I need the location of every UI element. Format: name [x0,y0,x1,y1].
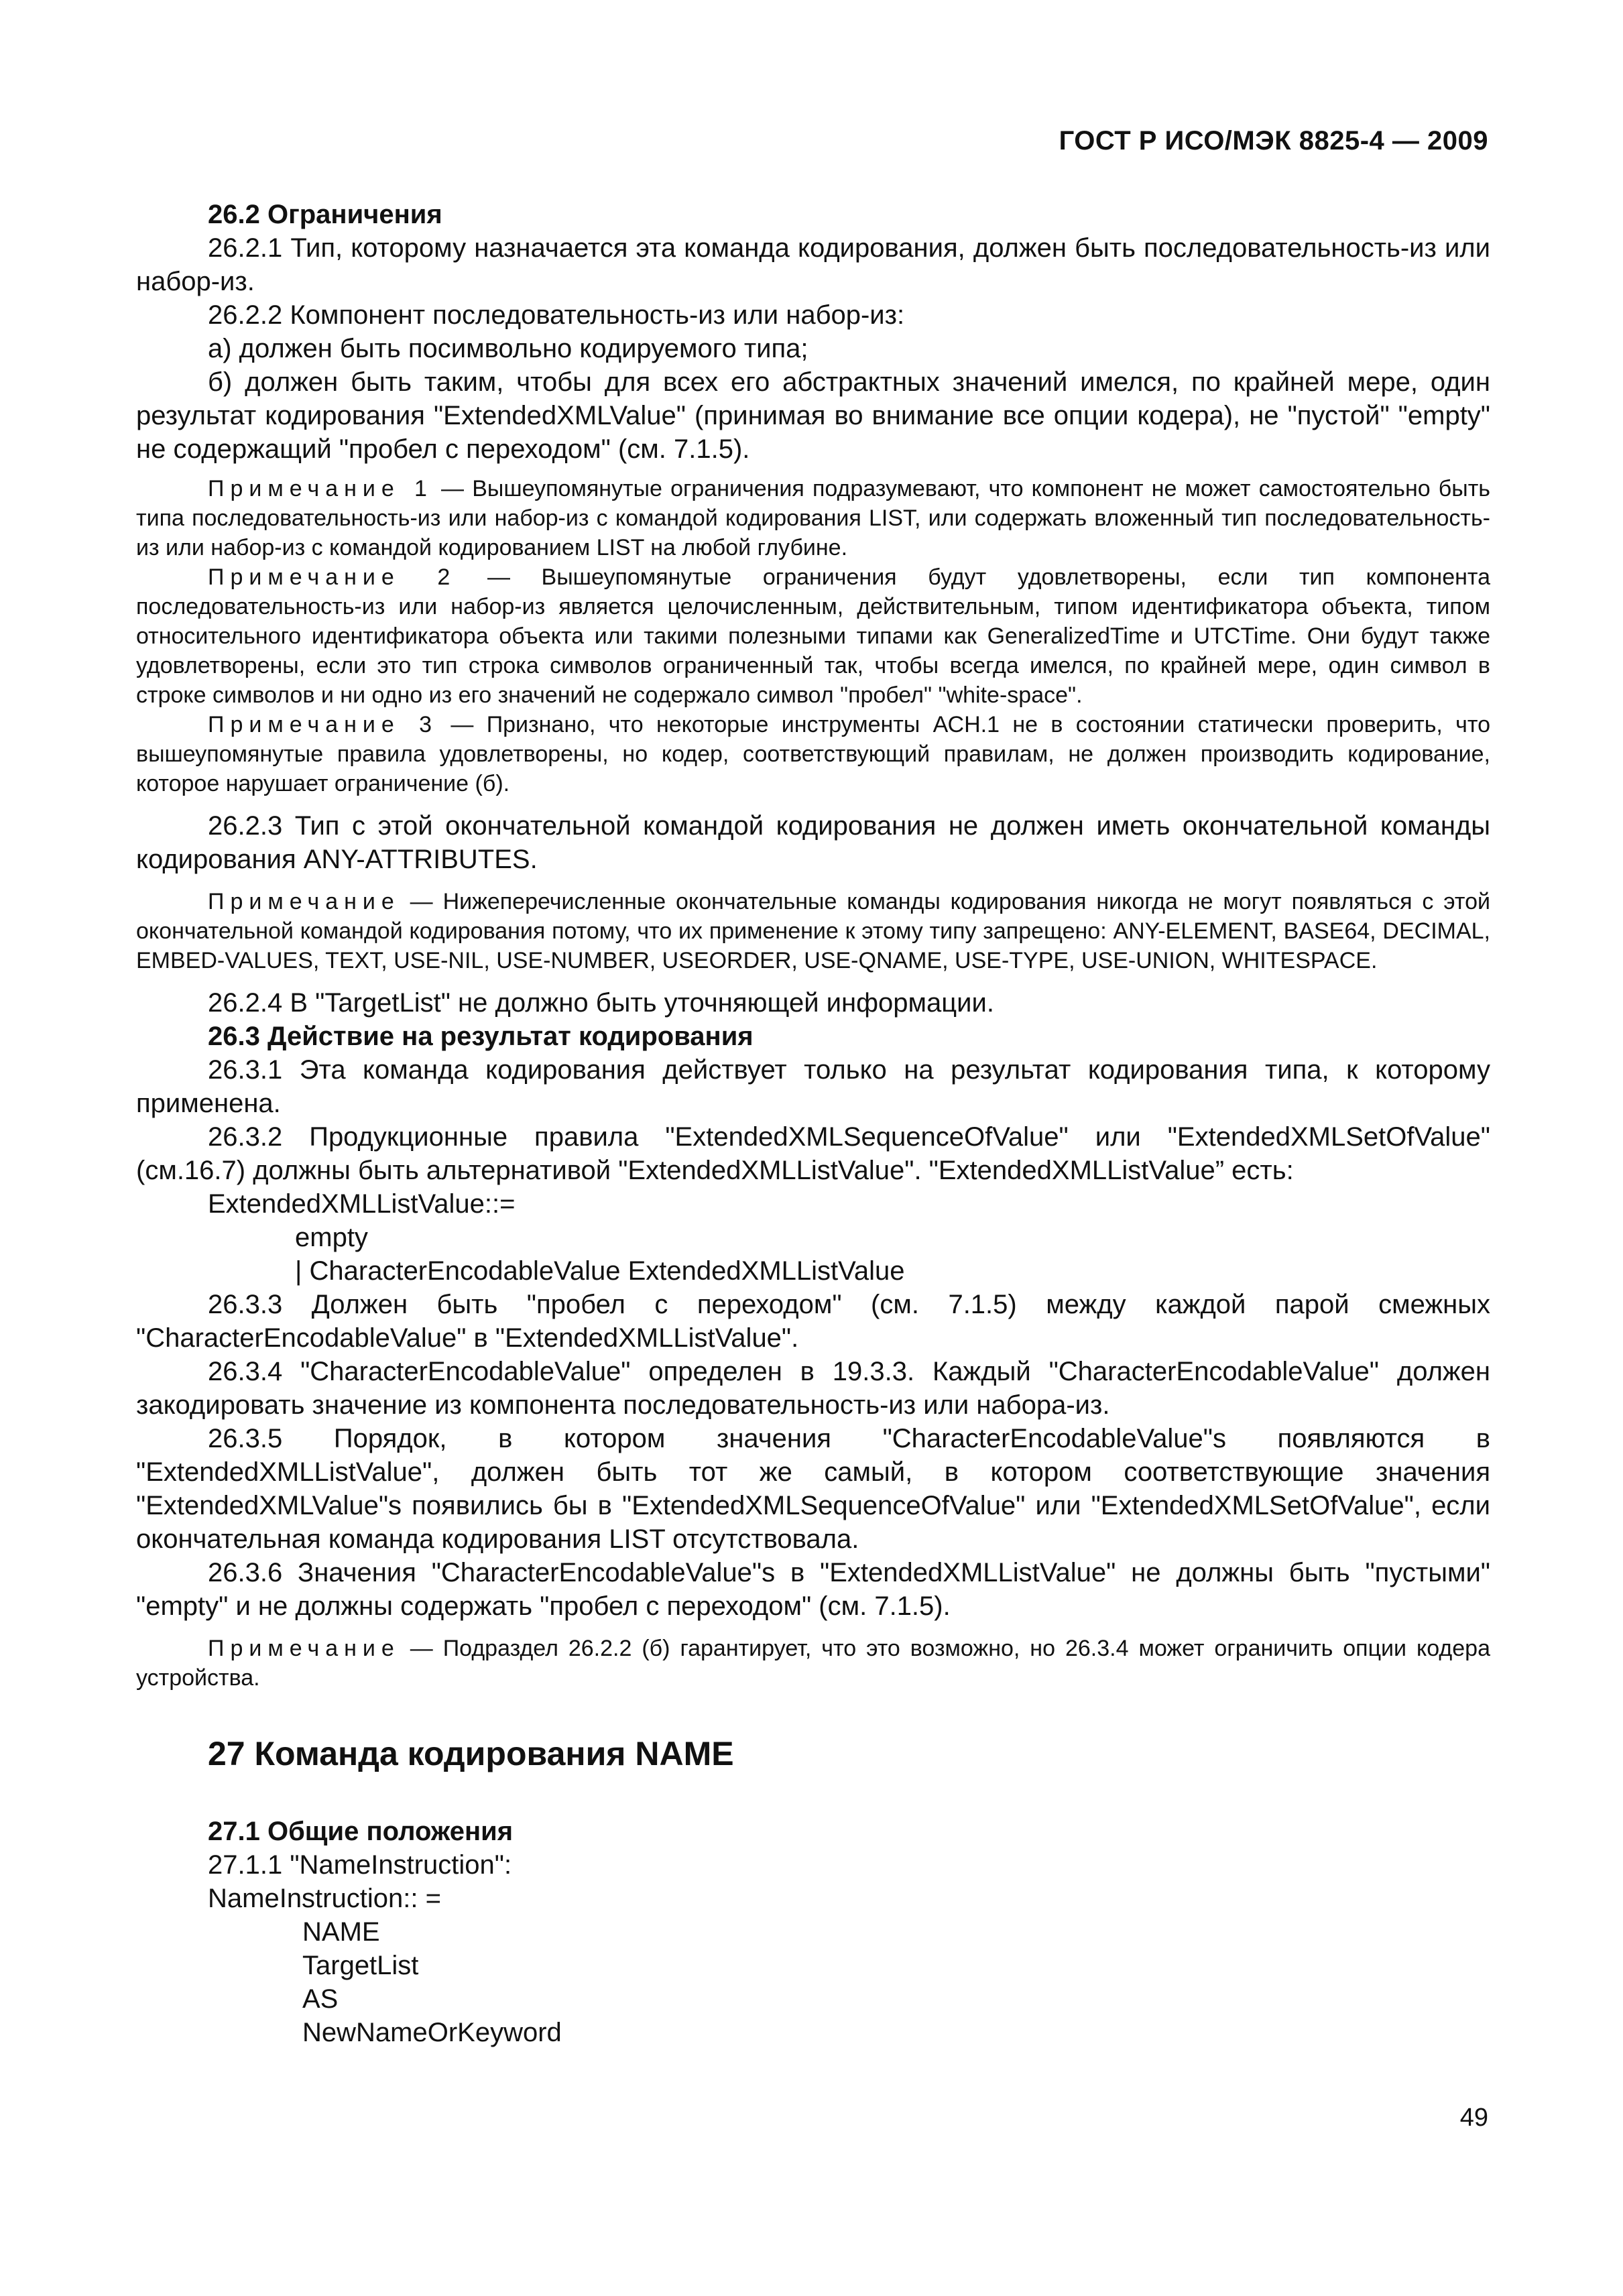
section-heading-27-1: 27.1 Общие положения [208,1817,514,1846]
paragraph-26-3-3: 26.3.3 Должен быть "пробел с переходом" (см. 7.1.5) между каждой парой смежных "CharacterEncodableValue" в "ExtendedXMLListValue". [136,1290,1490,1353]
paragraph-26-3-2: 26.3.2 Продукционные правила "ExtendedXMLSequenceOfValue" или "ExtendedXMLSetOfValue" (см.16.7) должны быть альтернативой "ExtendedXMLListValue". "ExtendedXMLListValue” есть: [136,1122,1490,1185]
code-line: TargetList [302,1951,419,1980]
code-line: NewNameOrKeyword [302,2018,562,2047]
paragraph-26-2-3: 26.2.3 Тип с этой окончательной командой кодирования не должен иметь окончательной команды кодирования ANY-ATTRIBUTES. [136,811,1490,874]
paragraph-26-2-4: 26.2.4 В "TargetList" не должно быть уточняющей информации. [208,988,994,1018]
code-line: | CharacterEncodableValue ExtendedXMLListValue [295,1256,905,1286]
chapter-heading-27: 27 Команда кодирования NAME [208,1735,734,1772]
note-text: — Подраздел 26.2.2 (б) гарантирует, что это возможно, но 26.3.4 может ограничить опции кодера устройства. [136,1636,1490,1691]
list-item-b: б) должен быть таким, чтобы для всех его абстрактных значений имелся, по крайней мере, один результат кодирования "ExtendedXMLValue" (принимая во внимание все опции кодера), не "пустой" "empty" не содержащий "пробел с переходом" (см. 7.1.5). [136,367,1490,464]
paragraph-26-2-1: 26.2.1 Тип, которому назначается эта команда кодирования, должен быть последовательность-из или набор-из. [136,233,1490,296]
note-1 [136,474,1490,562]
paragraph-26-3-1: 26.3.1 Эта команда кодирования действует только на результат кодирования типа, к которому применена. [136,1055,1490,1118]
note-4 [136,887,1490,975]
paragraph-26-3-6: 26.3.6 Значения "CharacterEncodableValue"s в "ExtendedXMLListValue" не должны быть "пустыми" "empty" и не должны содержать "пробел с переходом" (см. 7.1.5). [136,1558,1490,1621]
code-line: NAME [302,1917,380,1947]
paragraph-26-3-5: 26.3.5 Порядок, в котором значения "CharacterEncodableValue"s появляются в "ExtendedXMLListValue", должен быть тот же самый, в котором соответствующие значения "ExtendedXMLValue"s появились бы в "ExtendedXMLSequenceOfValue" или "ExtendedXMLSetOfValue", если окончательная команда кодирования LIST отсутствовала. [136,1424,1490,1554]
note-label: Примечание [208,1636,400,1661]
note-text: — Вышеупомянутые ограничения будут удовлетворены, если тип компонента последовательность-из или набор-из является целочисленным, действительным, типом идентификатора объекта, типом относительного идентификатора объекта или такими полезными типами как GeneralizedTime и UTCTime. Они будут также удовлетворены, если это тип строка символов ограниченный так, чтобы всегда имелся, по крайней мере, один символ в строке символов и ни одно из его значений не содержало символ "пробел" "white-space". [136,564,1490,708]
note-text: — Признано, что некоторые инструменты АСН.1 не в состоянии статически проверить, что вышеупомянутые правила удовлетворены, но кодер, соответствующий правилам, не должен производить кодирование, которое нарушает ограничение (б). [136,712,1490,796]
code-line: empty [295,1223,368,1252]
code-line: ExtendedXMLListValue::= [208,1189,516,1219]
page-header: ГОСТ Р ИСО/МЭК 8825-4 — 2009 [1059,126,1488,156]
note-2 [136,562,1490,710]
paragraph-27-1-1: 27.1.1 "NameInstruction": [208,1850,512,1880]
list-item-a: а) должен быть посимвольно кодируемого типа; [208,334,808,363]
note-label: Примечание 3 [208,712,438,737]
note-5 [136,1634,1490,1693]
code-line: NameInstruction:: = [208,1884,441,1913]
paragraph-26-3-4: 26.3.4 "CharacterEncodableValue" определен в 19.3.3. Каждый "CharacterEncodableValue" должен закодировать значение из компонента последовательность-из или набора-из. [136,1357,1490,1420]
page-body [136,198,1490,2049]
note-label: Примечание 1 [208,476,433,501]
page-number: 49 [1459,2104,1488,2132]
code-line: AS [302,1984,339,2014]
note-text: — Нижеперечисленные окончательные команды кодирования никогда не могут появляться с этой окончательной командой кодирования потому, что их применение к этому типу запрещено: ANY-ELEMENT, BASE64, DECIMAL, EMBED-VALUES, TEXT, USE-NIL, USE-NUMBER, USEORDER, USE-QNAME, USE-TYPE, USE-UNION, WHITESPACE. [136,889,1490,973]
note-3 [136,710,1490,798]
note-label: Примечание 2 [208,564,457,590]
note-text: — Вышеупомянутые ограничения подразумевают, что компонент не может самостоятельно быть типа последовательность-из или набор-из с командой кодирования LIST, или содержать вложенный тип последовательность-из или набор-из с командой кодированием LIST на любой глубине. [136,476,1490,560]
note-label: Примечание [208,889,400,914]
section-heading-26-2: 26.2 Ограничения [208,200,442,229]
section-heading-26-3: 26.3 Действие на результат кодирования [208,1022,754,1051]
paragraph-26-2-2: 26.2.2 Компонент последовательность-из или набор-из: [208,300,905,330]
